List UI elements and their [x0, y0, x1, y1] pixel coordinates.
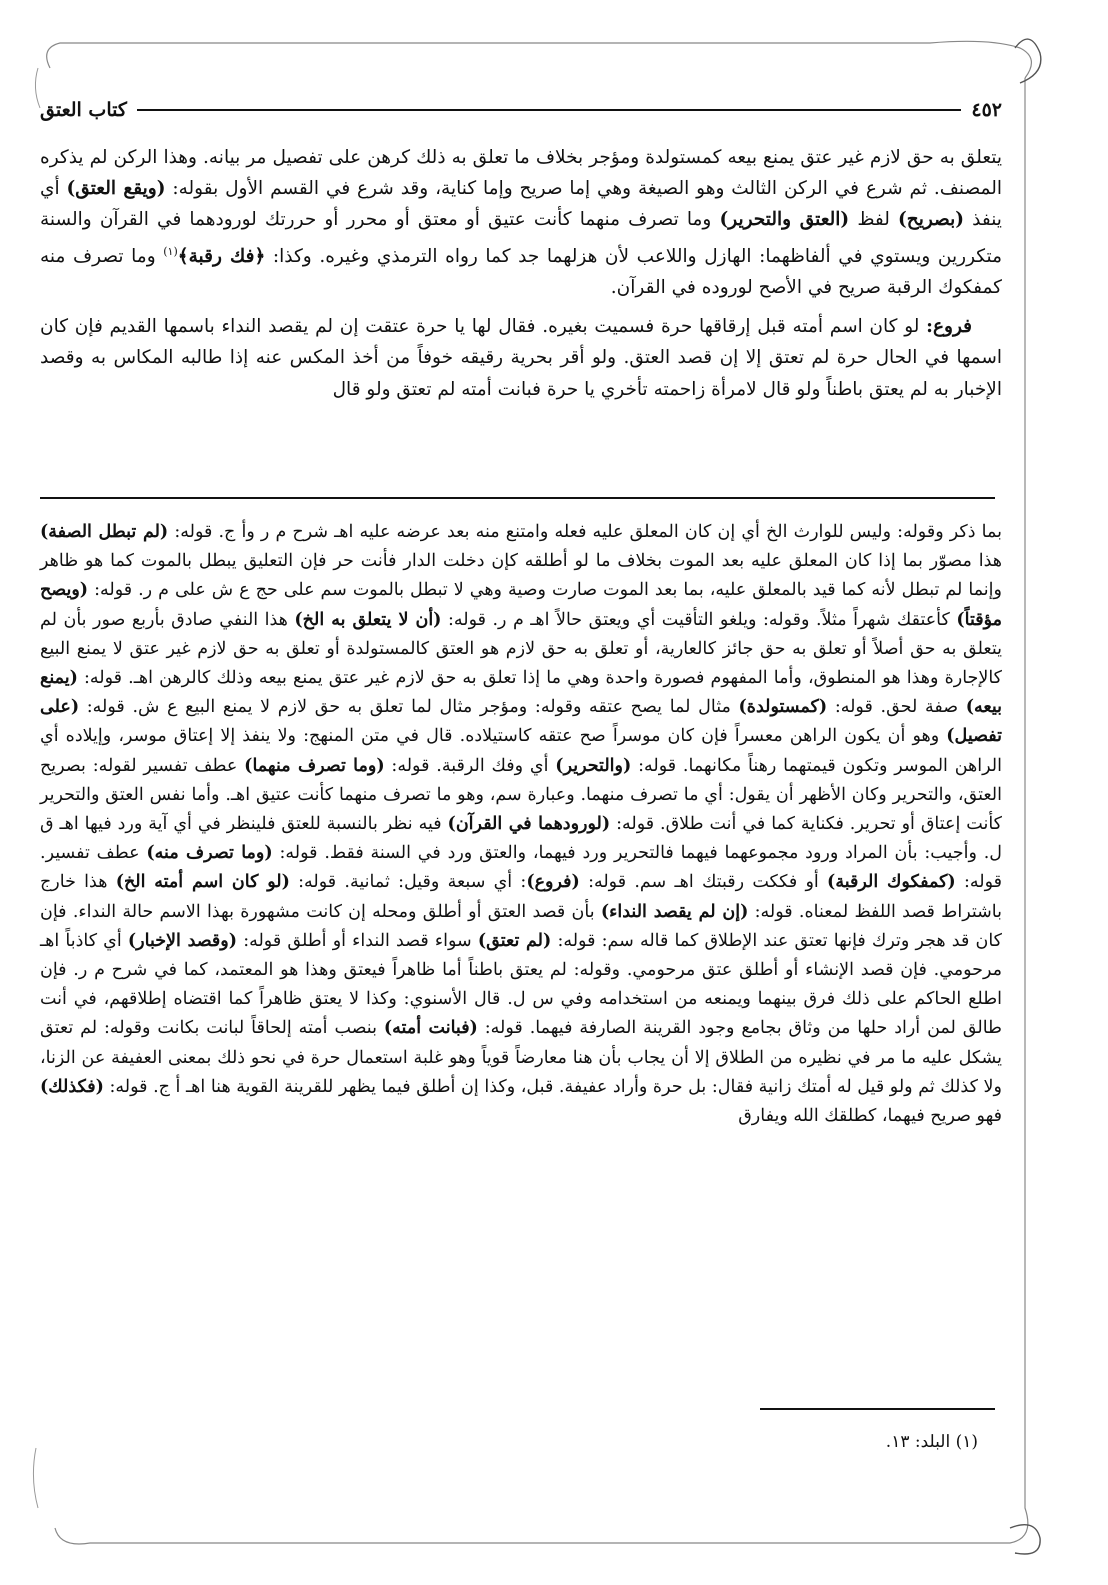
commentary-text-run: أي وفك الرقبة. قوله:: [384, 755, 556, 776]
commentary-text-run: كأعتقك شهراً مثلاً. وقوله: ويلغو التأقيت أي ويعتق حالاً اهـ م ر. قوله:: [441, 609, 957, 630]
commentary-text-run: بنصب أمته إلحاقاً لبانت بكانت وقوله: لم تعتق يشكل عليه ما مر في نظيره من الطلاق إلا أن يجاب بأن هنا معارضاً قوياً وهو غلبة استعمال حرة في نحو ذلك بمعنى العفيفة عن الزنا، ولا كذلك ثم ولو قيل له أمتك زانية فقال: بل حرة وأراد عفيفة. قبل، وكذا إن أطلق فيما يظهر للقرينة القوية هنا اهـ أ ج. قوله:: [40, 1018, 1002, 1097]
main-paragraph-1: [40, 142, 1002, 303]
commentary-text-run: : أي سبعة وقيل: ثمانية. قوله:: [289, 872, 527, 893]
header-rule: [137, 109, 961, 111]
commentary-text-run: بأن قصد العتق أو أطلق ومحله إن كانت مشهورة بهذا الاسم حالة النداء. فإن كان قد هجر وترك فإنها تعتق عند الإطلاق كما قاله سم: قوله:: [40, 901, 1003, 951]
page-number: ٤٥٢: [971, 99, 1002, 121]
commentary-bold-term: (على تفصيل): [40, 697, 1002, 747]
chapter-title: كتاب العتق: [40, 99, 127, 121]
commentary-text-run: بما ذكر وقوله: وليس للوارث الخ أي إن كان المعلق عليه فعله وامتنع منه بعد عرضه عليه اهـ شرح م ر وأ ج. قوله:: [168, 522, 1002, 542]
main-bold-term: (ويقع العتق): [66, 178, 166, 200]
commentary-text-run: وهو أن يكون الراهن معسراً فإن كان موسراً صح عتقه كاستيلاده. قال في متن المنهج: ولا ينفذ إلا إعتاق موسر، وإيلاده أي الراهن الموسر وتكون قيمتهما رهناً مكانهما. قوله:: [40, 726, 1003, 776]
main-text: [40, 142, 1002, 405]
commentary-paragraph: [40, 518, 1002, 1131]
commentary-bold-term: (لم تعتق): [477, 930, 552, 951]
main-bold-term: (بصريح): [898, 209, 964, 231]
commentary-text-run: فهو صريح فيهما، كطلقك الله ويفارق: [738, 1106, 1002, 1127]
footnote-text: البلد: ١٣.: [885, 1432, 951, 1452]
commentary-text-run: أي كاذباً اهـ مرحومي. فإن قصد الإنشاء أو أطلق عتق مرحومي. وقوله: لم يعتق باطناً أما ظاهراً فيعتق وهذا هو المعتمد، كما في شرح م ر. فإن اطلع الحاكم على ذلك فرق بينهما ويمنعه من استخدامه وفي س ل. قال الأسنوي: وكذا لا يعتق ظاهراً كما اقتضاه إطلاقهم، في أنت طالق لمن أراد حلها من وثاق بجامع وجود القرينة الصارفة فيهما. قوله:: [40, 930, 1002, 1039]
commentary-bold-term: (ويصح مؤقتاً): [40, 580, 1003, 630]
commentary-text-run: أو فككت رقبتك اهـ سم. قوله:: [579, 872, 828, 893]
commentary-bold-term: (وما تصرف منه): [146, 843, 273, 864]
commentary-text-run: فيه نظر بالنسبة للعتق فلينظر في أي آية ورد فيها اهـ ق ل. وأجيب: بأن المراد ورود مجموعهما فيهما فالتحرير ورد فيهما، والعتق ورد في السنة فقط. قوله:: [40, 814, 1002, 864]
commentary-bold-term: (فكذلك): [40, 1076, 104, 1097]
commentary-text-run: هذا مصوّر بما إذا كان المعلق عليه بعد الموت بخلاف ما لو أطلقه كإن دخلت الدار فأنت حر فإن التعليق يبطل بالموت كما هو ظاهر وإنما لم تبطل لأنه كما قيد بالمعلق عليه، بما بعد الموت صارت وصية وهي لا تبطل بالموت سم على حج ع ش على م ر. قوله:: [40, 551, 1002, 601]
commentary-bold-term: (وما تصرف منهما): [244, 755, 385, 776]
commentary-text-run: عطف تفسير لقوله: بصريح العتق، والتحرير وكان الأظهر أن يقول: أي ما تصرف منهما. وعبارة سم، وهو ما تصرف منهما كأنت عتيق اهـ. وأما نفس العتق والتحرير كأنت إعتاق أو تحرير. فكناية كما في أنت طلاق. قوله:: [40, 755, 1003, 835]
commentary-bold-term: (كمفكوك الرقبة): [827, 872, 956, 893]
commentary-text-run: هذا خارج باشتراط قصد اللفظ لمعناه. قوله:: [40, 872, 1003, 922]
main-text-run: يتعلق به حق لازم غير عتق يمنع بيعه كمستولدة ومؤجر بخلاف ما تعلق به ذلك كرهن على تفصيل مر بيانه. وهذا الركن لم يذكره المصنف. ثم شرع في الركن الثالث وهو الصيغة وهي إما صريح وإما كناية، وقد شرع في القسم الأول بقوله:: [40, 147, 1002, 200]
commentary-text-run: هذا النفي صادق بأربع صور بأن لم يتعلق به حق أصلاً أو تعلق به حق جائز كالعارية، أو تعلق به حق لازم هو العتق كالمستولدة أو تعلق به حق لازم غير عتق لا يمنع البيع كالإجارة وهذا هو المنطوق، وأما المفهوم فصورة واحدة وهي ما إذا تعلق به حق لازم غير عتق يمنع بيعه وذلك كالرهن اهـ. قوله:: [40, 609, 1002, 689]
main-bold-term: (العتق والتحرير): [719, 209, 850, 231]
quran-quote: ﴿فك رقبة﴾: [177, 245, 266, 267]
commentary-bold-term: (فبانت أمته): [383, 1018, 478, 1039]
commentary-text-run: عطف تفسير. قوله:: [40, 843, 1002, 893]
running-header: [40, 95, 1002, 125]
main-paragraph-2: [40, 311, 1002, 405]
commentary-bold-term: (لو كان اسم أمته الخ): [115, 872, 290, 893]
main-text-run: لفظ: [857, 209, 890, 231]
commentary-bold-term: (وقصد الإخبار): [127, 930, 238, 951]
commentary-bold-term: (إن لم يقصد النداء): [600, 901, 749, 922]
commentary-text-run: صفة لحق. قوله:: [827, 697, 966, 718]
furu-label: فروع:: [926, 316, 972, 338]
main-text-run: لو كان اسم أمته قبل إرقاقها حرة فسميت بغيره. فقال لها يا حرة عتقت إن لم يقصد النداء باسمها القديم فإن كان اسمها في الحال حرة لم تعتق إلا إن قصد العتق. ولو أقر بحرية رقيقه خوفاً من أخذ المكس عنه إذا طالبه المكاس به وقصد الإخبار به لم يعتق باطناً ولو قال لامرأة زاحمته تأخري يا حرة فبانت أمته لم تعتق ولو قال: [40, 316, 1002, 400]
main-text-run: وما تصرف منهما كأنت عتيق أو معتق أو محرر أو حررتك لورودهما في القرآن والسنة متكررين ويستوي في ألفاظهما: الهازل واللاعب لأن هزلهما جد كما رواه الترمذي وغيره. وكذا:: [40, 209, 1002, 267]
main-text-run: أي ينفذ: [40, 178, 1002, 231]
footnote-number: (١): [955, 1432, 978, 1452]
commentary-bold-term: (لم تبطل الصفة): [40, 522, 169, 542]
commentary-bold-term: (كمستولدة): [738, 697, 828, 718]
footnote: [886, 1432, 978, 1452]
footnote-rule: [760, 1408, 995, 1410]
commentary-text-run: سواء قصد النداء أو أطلق قوله:: [237, 930, 478, 951]
commentary-bold-term: (أن لا يتعلق به الخ): [294, 609, 442, 630]
commentary-bold-term: (لورودهما في القرآن): [447, 814, 611, 835]
commentary-bold-term: (والتحرير): [555, 755, 632, 776]
footnote-ref: (١): [163, 244, 178, 258]
main-text-run: وما تصرف منه كمفكوك الرقبة صريح في الأصح لوروده في القرآن.: [40, 245, 1002, 298]
commentary-text-run: مثال لما يصح عتقه وقوله: ومؤجر مثال لما تعلق به حق لازم لا يمنع البيع ع ش. قوله:: [79, 697, 739, 718]
commentary-text: [40, 518, 1002, 1131]
commentary-bold-term: (يمنع بيعه): [40, 668, 1002, 718]
section-divider: [40, 497, 995, 499]
commentary-bold-term: (فروع): [526, 872, 580, 893]
